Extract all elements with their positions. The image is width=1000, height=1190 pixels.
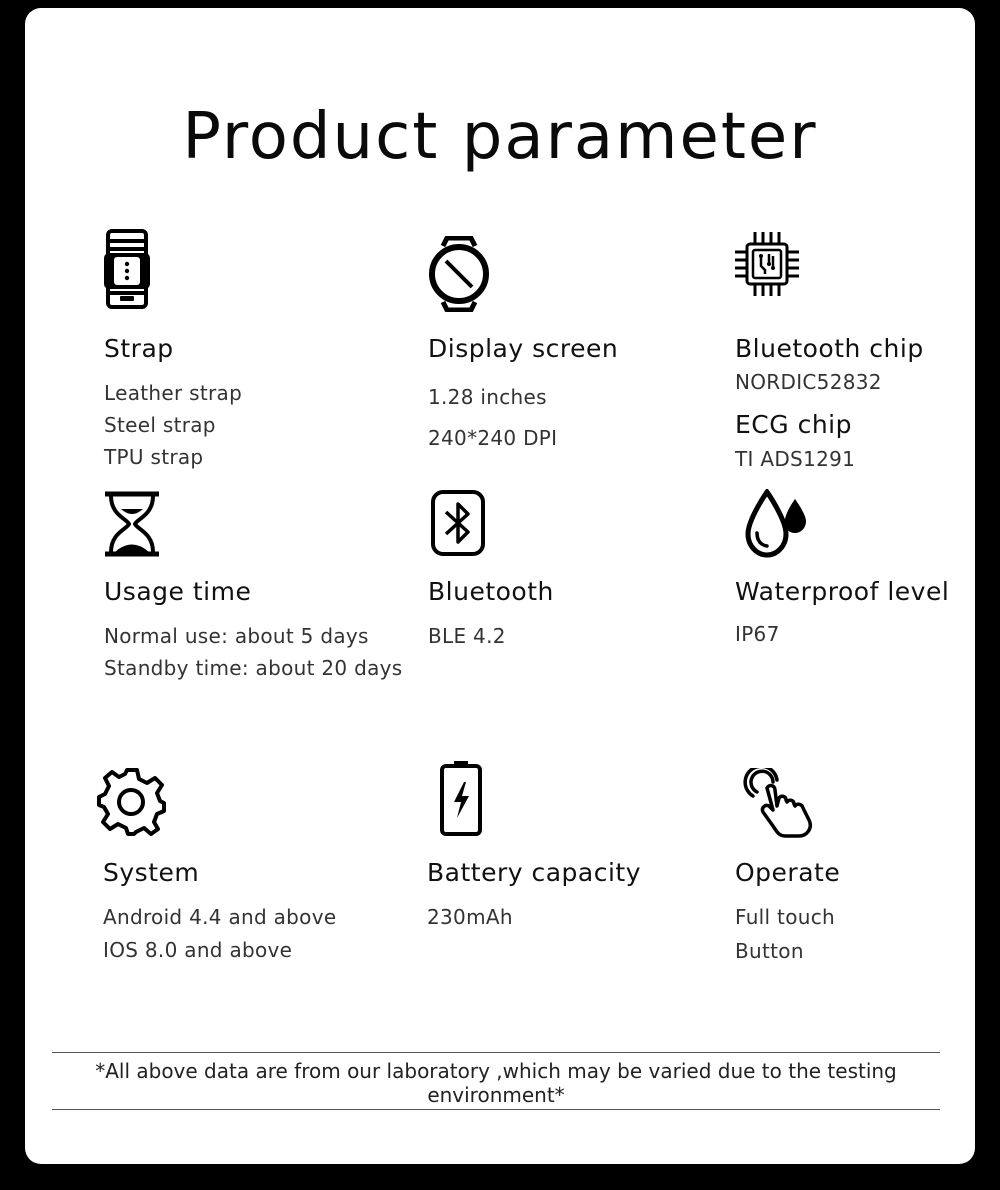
- operate-value-2: Button: [735, 939, 804, 963]
- page-title: Product parameter: [182, 100, 818, 174]
- footnote-top-divider: [52, 1052, 940, 1053]
- operate-values: [735, 900, 835, 968]
- hourglass-icon: [103, 491, 161, 557]
- operate-label: Operate: [735, 858, 841, 887]
- chip-icon: [733, 230, 801, 298]
- system-value-1: Android 4.4 and above: [103, 905, 337, 929]
- usage-values: [104, 620, 403, 684]
- ecg-chip-label: ECG chip: [735, 410, 852, 439]
- water-drop-icon: [745, 489, 809, 559]
- ecg-chip-value: TI ADS1291: [735, 447, 856, 471]
- strap-value-3: TPU strap: [104, 445, 204, 469]
- battery-label: Battery capacity: [427, 858, 642, 887]
- system-label: System: [103, 858, 200, 887]
- battery-value: 230mAh: [427, 905, 513, 929]
- battery-icon: [440, 760, 482, 836]
- operate-value-1: Full touch: [735, 905, 835, 929]
- watch-face-icon: [427, 236, 491, 312]
- strap-value-1: Leather strap: [104, 381, 243, 405]
- display-label: Display screen: [428, 334, 619, 363]
- strap-value-2: Steel strap: [104, 413, 216, 437]
- gear-icon: [96, 768, 166, 836]
- display-values: [428, 377, 557, 459]
- bluetooth-icon: [431, 490, 485, 556]
- touch-hand-icon: [743, 768, 821, 838]
- waterproof-value: IP67: [735, 622, 780, 646]
- display-value-2: 240*240 DPI: [428, 426, 558, 450]
- usage-value-1: Normal use: about 5 days: [104, 624, 369, 648]
- waterproof-label: Waterproof level: [735, 577, 950, 606]
- watch-strap-icon: [102, 229, 152, 309]
- bluetooth-chip-value: NORDIC52832: [735, 370, 882, 394]
- footnote: *All above data are from our laboratory ,which may be varied due to the testing environment*: [95, 1059, 897, 1107]
- bluetooth-label: Bluetooth: [428, 577, 554, 606]
- strap-label: Strap: [104, 334, 174, 363]
- bluetooth-value: BLE 4.2: [428, 624, 506, 648]
- system-value-2: IOS 8.0 and above: [103, 938, 293, 962]
- usage-label: Usage time: [104, 577, 252, 606]
- system-values: [103, 901, 336, 967]
- strap-values: [104, 377, 242, 473]
- usage-value-2: Standby time: about 20 days: [104, 656, 403, 680]
- footnote-bottom-divider: [52, 1109, 940, 1110]
- bluetooth-chip-label: Bluetooth chip: [735, 334, 924, 363]
- display-value-1: 1.28 inches: [428, 385, 547, 409]
